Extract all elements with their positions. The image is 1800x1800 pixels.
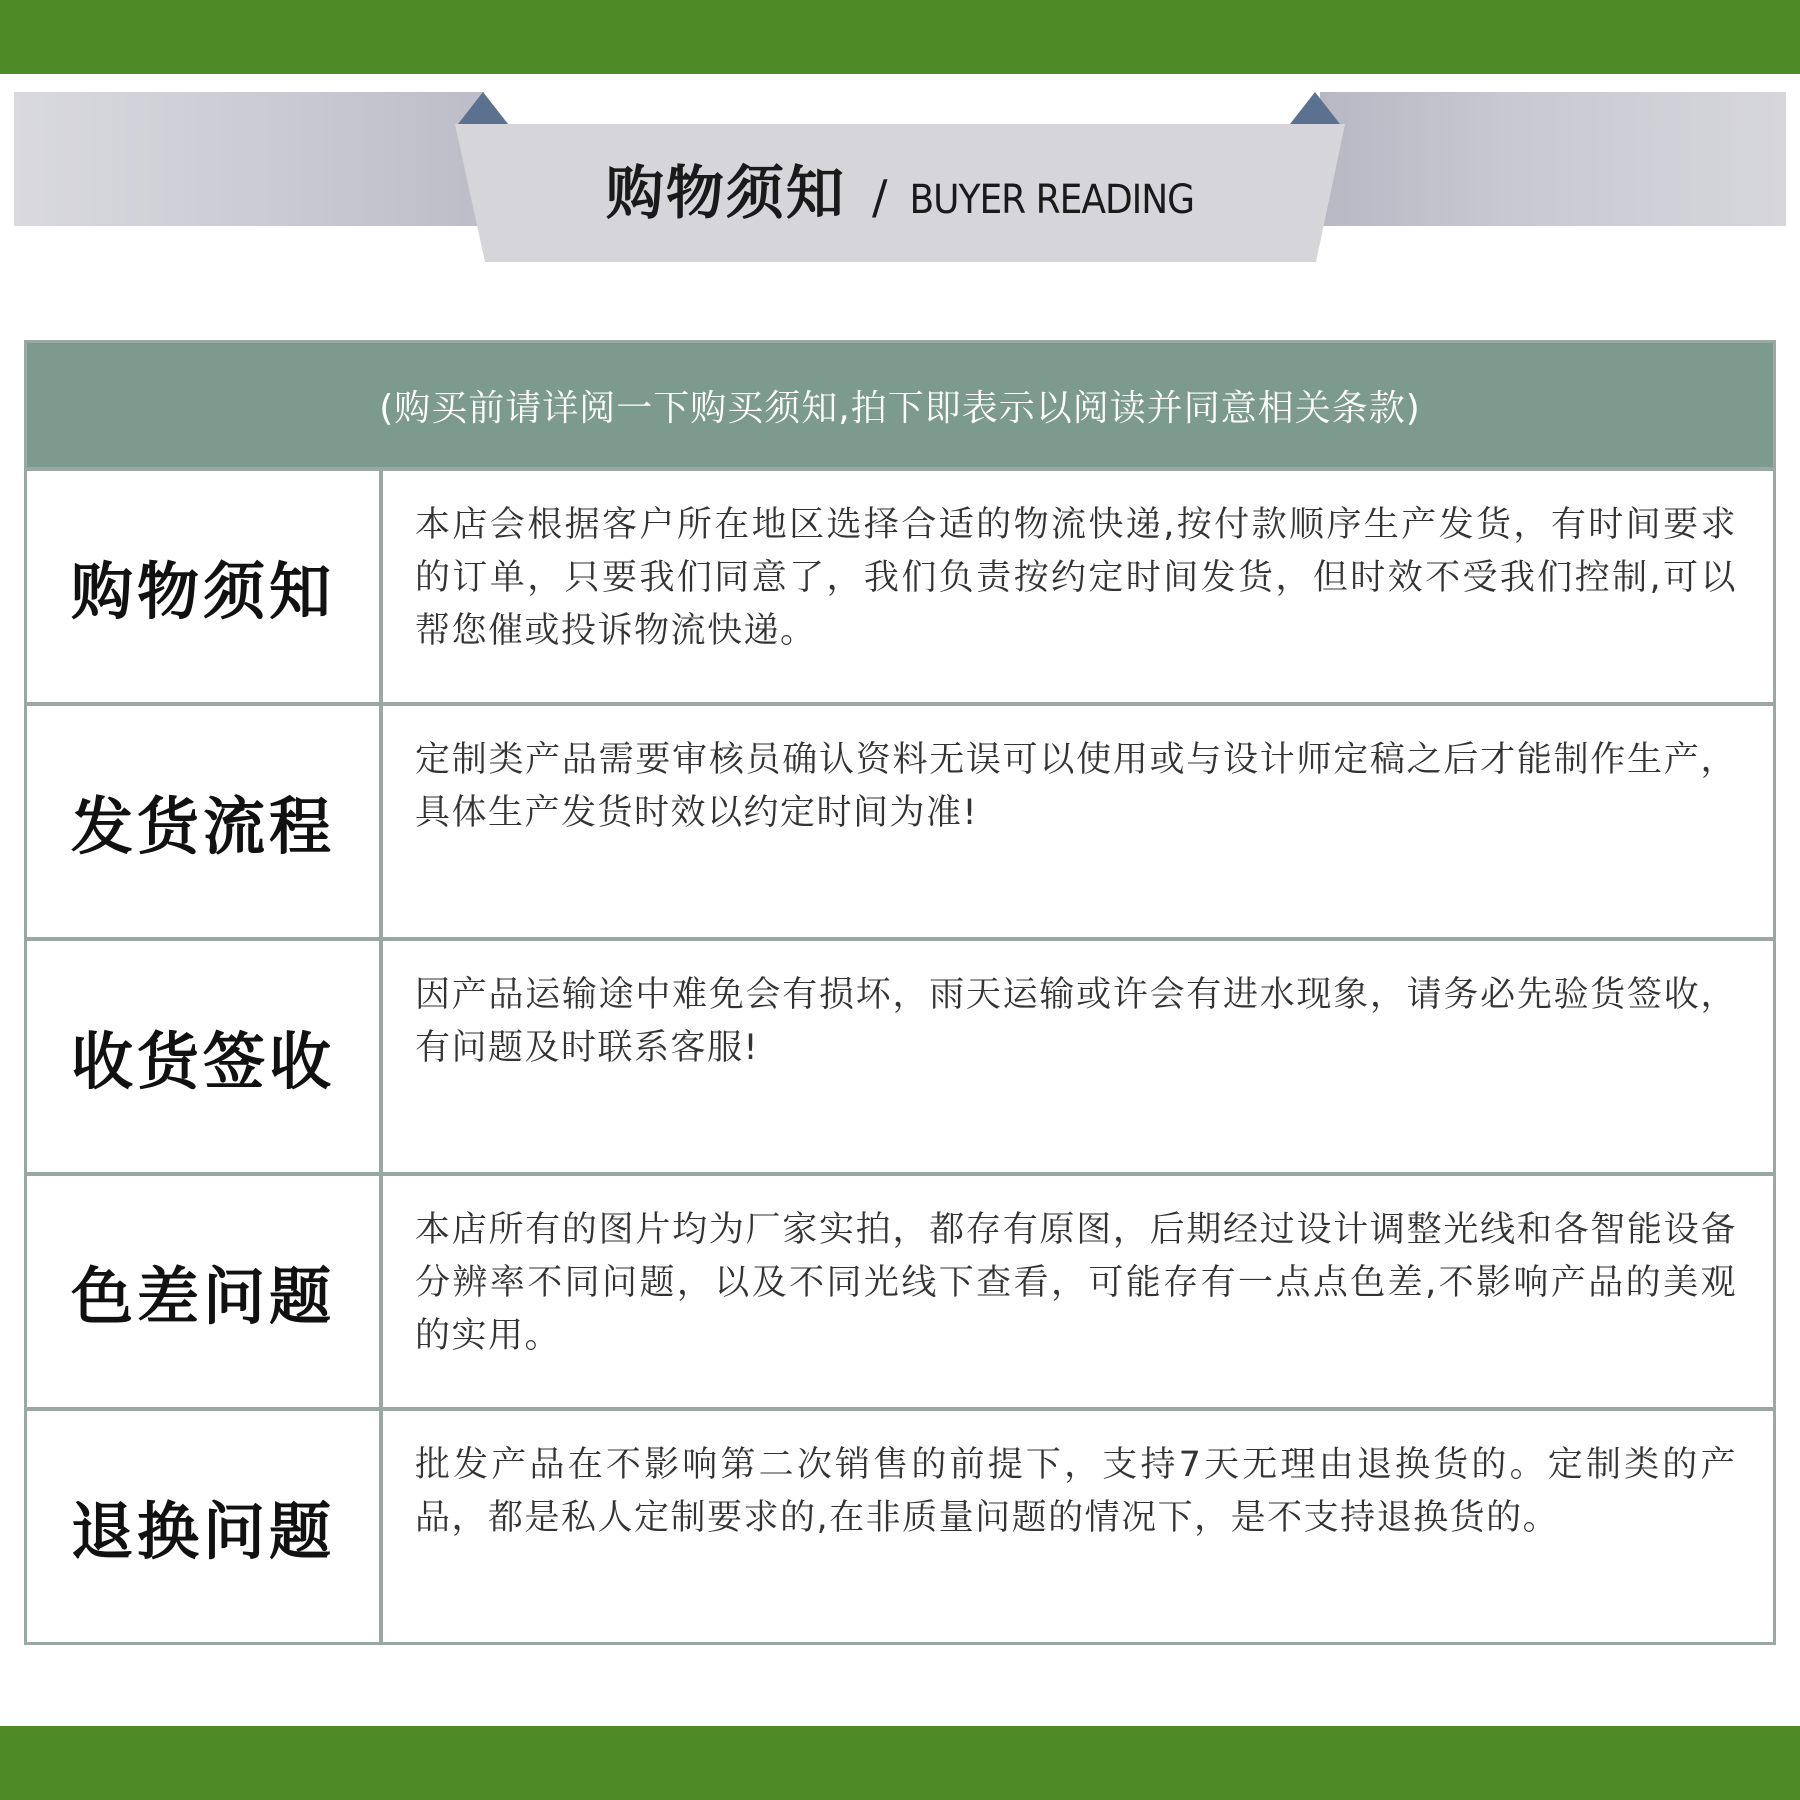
banner-slash: / xyxy=(871,170,888,224)
notice-row-shipping xyxy=(27,702,1773,937)
banner-right-triangle xyxy=(1290,92,1340,124)
banner-title xyxy=(0,158,1800,243)
row-text: 定制类产品需要审核员确认资料无误可以使用或与设计师定稿之后才能制作生产，具体生产发货时效以约定时间为准! xyxy=(415,740,1737,833)
row-label: 退换问题 xyxy=(27,1411,383,1642)
notice-row-receiving xyxy=(27,937,1773,1172)
row-label: 发货流程 xyxy=(27,706,383,937)
row-label: 色差问题 xyxy=(27,1176,383,1407)
banner-shape xyxy=(0,0,1800,300)
bottom-green-bar xyxy=(0,1726,1800,1800)
banner-title-cn: 购物须知 xyxy=(605,159,846,227)
notice-row-color-difference xyxy=(27,1172,1773,1407)
notice-table xyxy=(24,340,1776,1645)
notice-row-returns xyxy=(27,1407,1773,1642)
notice-header: (购买前请详阅一下购买须知,拍下即表示以阅读并同意相关条款) xyxy=(27,343,1773,467)
row-text: 因产品运输途中难免会有损坏，雨天运输或许会有进水现象，请务必先验货签收，有问题及时联系客服! xyxy=(415,975,1737,1068)
row-text: 本店所有的图片均为厂家实拍，都存有原图，后期经过设计调整光线和各智能设备分辨率不同问题，以及不同光线下查看，可能存有一点点色差,不影响产品的美观的实用。 xyxy=(415,1210,1737,1356)
banner-left-triangle xyxy=(458,92,508,124)
banner-title-en: BUYER READING xyxy=(909,177,1195,223)
row-text: 批发产品在不影响第二次销售的前提下，支持7天无理由退换货的。定制类的产品，都是私人定制要求的,在非质量问题的情况下，是不支持退换货的。 xyxy=(415,1445,1737,1538)
notice-row-shopping xyxy=(27,467,1773,702)
row-text: 本店会根据客户所在地区选择合适的物流快递,按付款顺序生产发货，有时间要求的订单，只要我们同意了，我们负责按约定时间发货，但时效不受我们控制,可以帮您催或投诉物流快递。 xyxy=(415,505,1737,651)
row-label: 收货签收 xyxy=(27,941,383,1172)
row-label: 购物须知 xyxy=(27,471,383,702)
